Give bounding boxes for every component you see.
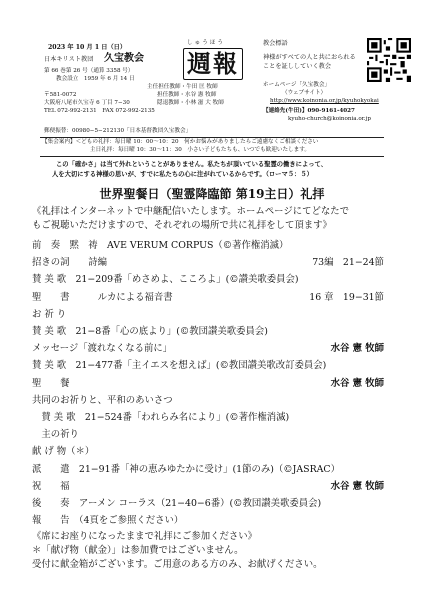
page-title: 週報: [187, 49, 239, 78]
gathering-info-1: 【集会案内】＜どもの礼拝：毎日曜 10：00～10：20 何かお悩みがありましたらご遠慮なくご相談ください: [42, 139, 319, 145]
motto-line-1: 神様がすべての人と共におられる: [263, 54, 356, 61]
service-item-label: 賛 美 歌 21−524番「われらみ名により」(©著作権消滅): [32, 412, 290, 423]
motto-title: 教会標語: [263, 40, 288, 47]
issue-number: 第 66 巻第 26 号（通算 3358 号）: [44, 68, 134, 74]
denomination: 日本キリスト教団: [44, 56, 94, 63]
title-box: [183, 48, 243, 80]
church-name: 久宝教会: [104, 53, 144, 64]
homepage-link[interactable]: http://www.koinonia.or.jp/kyuhokyokai: [270, 98, 379, 104]
footer-note-3: 受付に献金箱がございます。ご用意のある方のみ、お献げください。: [32, 559, 323, 570]
pastor-assoc: 担任教師・水谷 憲 牧師: [157, 92, 217, 98]
service-item-label: 聖 餐: [32, 377, 70, 389]
motto-line-2: ことを証ししていく教会: [263, 63, 332, 70]
service-item-detail: 水谷 憲 牧師: [330, 377, 384, 389]
service-item-label: 献 げ 物（＊）: [32, 446, 95, 458]
pastor-retired: 隠退教師・小林 滋 大 牧師: [157, 100, 224, 106]
intro-line-1: 《礼拝はインターネットで中継配信いたします。ホームページにてどなたで: [32, 206, 349, 217]
header-divider-2: [40, 156, 384, 157]
pastor-main: 主任担任教師・牛田 匡 牧師: [147, 84, 218, 90]
footer-note-2: ＊「献げ物（献金）」は参加費ではございません。: [32, 545, 244, 556]
service-title: 世界聖餐日（聖霊降臨節 第19主日）礼拝: [99, 187, 325, 201]
scripture-line-1: この「確かさ」は当て外れということがありません。私たちが頂いている聖霊の働きによって、: [56, 161, 328, 168]
homepage-sub: （ウェブサイト）: [282, 90, 327, 96]
service-item-detail: 73編 21−24節: [312, 257, 384, 269]
service-item-detail: 16 章 19−31節: [309, 291, 384, 303]
service-item-label: 祝 福: [32, 480, 70, 492]
issue-date: 2023 年 10 月 1 日（日）: [48, 44, 127, 51]
title-ruby: しゅうほう: [187, 40, 225, 46]
service-item-label: 主の祈り: [32, 429, 79, 441]
postcode: 〒581-0072: [44, 92, 77, 98]
service-item-label: 招きの詞 詩編: [32, 257, 108, 269]
service-item-detail: 水谷 憲 牧師: [330, 480, 384, 492]
homepage-label: ホームページ「久宝教会」: [263, 82, 331, 88]
service-item-label: 聖 書 ルカによる福音書: [32, 291, 173, 303]
service-item-label: メッセージ「渡れなくなる前に」: [32, 343, 173, 355]
header-divider: [40, 137, 384, 138]
contact-phone: 【連絡先(牛田)】090-9161-4027: [263, 108, 355, 114]
contact-email[interactable]: kyuho-church@koinonia.or.jp: [288, 116, 371, 122]
service-item-label: 派 遣 21−91番「神の恵みゆたかに受け」(1節のみ)（©JASRAC）: [32, 463, 340, 475]
service-item-label: 後 奏 アーメン コーラス（21−40−6番）(©教団讃美歌委員会): [32, 498, 322, 509]
service-item-label: 賛 美 歌 21−8番「心の底より」(©教団讃美歌委員会): [32, 326, 268, 337]
founded-date: 教会設立 1959 年 6 月 14 日: [56, 76, 135, 82]
service-item-label: 前 奏 黙 祷 AVE VERUM CORPUS（©著作権消滅）: [32, 240, 289, 251]
phone-fax: TEL 072-992-2131 FAX 072-992-2135: [44, 108, 155, 114]
service-item-label: 賛 美 歌 21−477番「主イエスを想えば」(©教団讃美歌改訂委員会): [32, 360, 327, 372]
service-item-label: 報 告 （4頁をご参照ください）: [32, 515, 184, 527]
service-item-label: 賛 美 歌 21−209番「めさめよ、こころよ」(©讃美歌委員会): [32, 274, 299, 286]
service-item-label: 共同のお祈りと、平和のあいさつ: [32, 394, 173, 406]
address: 大阪府八尾市久宝寺 6 丁目 7−30: [44, 100, 130, 106]
gathering-info-2: 主日礼拝：毎日曜 10：30～11：30 小さい子どもたちも、いつでも歓迎いたします。: [90, 147, 310, 153]
intro-line-2: もご視聴いただけますので、それぞれの場所で共に礼拝をして頂ます》: [32, 220, 332, 231]
scripture-line-2: 人を大切にする神様の思いが、すでに私たちの心に注がれているからです。（ローマ５：５）: [52, 171, 313, 178]
postal-transfer: 郵便振替：00980−5−212130「日本基督教団久宝教会」: [44, 128, 192, 134]
service-item-detail: 水谷 憲 牧師: [330, 343, 384, 355]
service-item-label: お 祈 り: [32, 308, 67, 320]
qr-code[interactable]: [367, 38, 411, 82]
footer-note-1: 《席にお座りになったままで礼拝にご参加ください》: [32, 531, 258, 542]
